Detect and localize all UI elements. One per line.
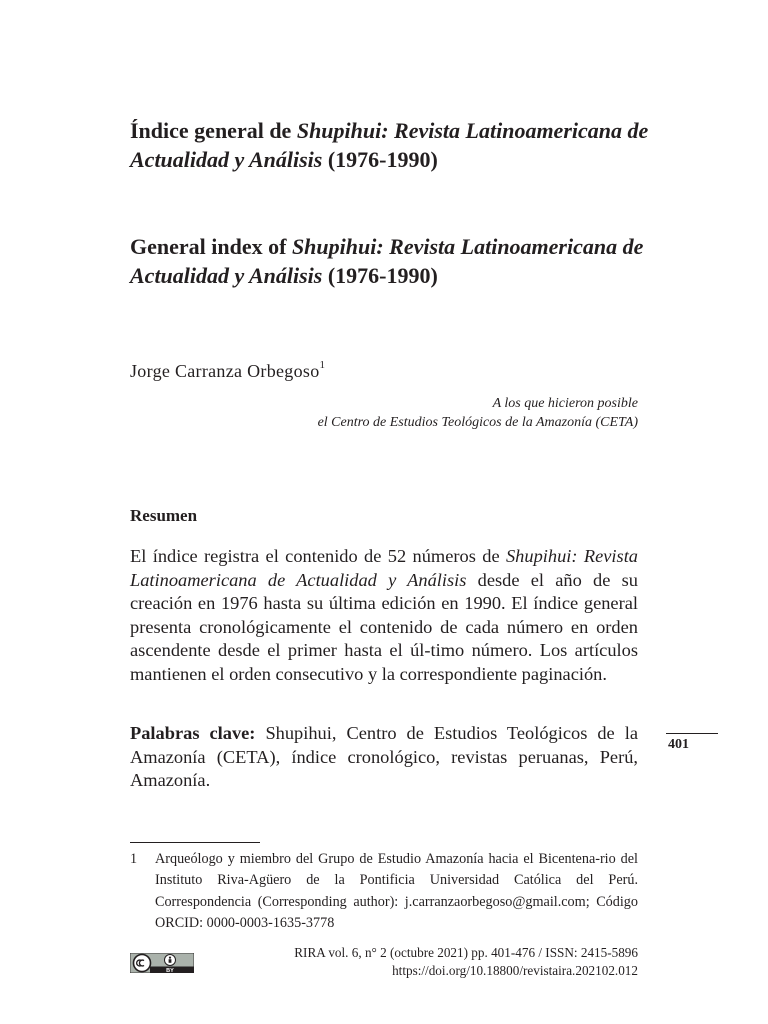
footnote [130,849,638,935]
person-icon [165,955,176,966]
footnote-marker[interactable]: 1 [319,359,326,371]
keywords-text: Shupihui, Centro de Estudios Teológicos de la Amazonía (CETA), índice cronológico, revistas peruanas, Perú, Amazonía. [130,723,638,790]
abstract-journal-title: Shupihui: Revista Latinoamericana de Actualidad y Análisis [130,546,638,590]
title-english [130,232,650,290]
journal-info [294,944,638,980]
title-spanish [130,116,650,174]
cc-icon [134,955,151,972]
dedication-line-1: A los que hicieron posible [492,396,638,411]
title-spanish-prefix: Índice general de [130,118,297,143]
doi-link[interactable]: https://doi.org/10.18800/revistaira.202102.012 [392,963,638,978]
author-name-text: Jorge Carranza Orbegoso [130,361,320,381]
title-english-years: (1976-1990) [322,263,438,288]
dedication-line-2: el Centro de Estudios Teológicos de la Amazonía (CETA) [317,415,638,430]
cc-by-badge-graphic [130,953,194,973]
keywords-label: Palabras clave: [130,723,256,743]
footnote-rule [130,842,260,843]
title-spanish-journal: Shupihui: Revista Latinoamericana de Actualidad y Análisis [130,118,649,172]
abstract-rest: desde el año de su creación en 1976 hasta su última edición en 1990. El índice general presenta cronológicamente el contenido de cada número en orden ascendente desde el primer hasta el úl-timo número. Los artículos mantienen el orden consecutivo y la correspondiente paginación. [130,569,638,684]
footnote-text: Arqueólogo y miembro del Grupo de Estudio Amazonía hacia el Bicentena-rio del Instituto Riva-Agüero de la Pontificia Universidad Católica del Perú. Correspondencia (Corresponding author): j.carranzaorbegoso@gmail.com; Código ORCID: 0000-0003-1635-3778 [155,851,638,932]
license-label: BY [166,968,174,973]
journal-citation: RIRA vol. 6, n° 2 (octubre 2021) pp. 401-476 / ISSN: 2415-5896 [294,945,638,960]
title-english-prefix: General index of [130,234,292,259]
title-english-journal: Shupihui: Revista Latinoamericana de Actualidad y Análisis [130,234,644,288]
abstract-lead: El índice registra el contenido de 52 números de [130,546,506,566]
page-number-rule [666,733,718,734]
title-spanish-years: (1976-1990) [322,147,438,172]
abstract-paragraph [130,545,638,686]
cc-by-license-badge[interactable] [130,953,194,973]
footnote-number: 1 [130,851,138,867]
author-name [130,361,325,382]
dedication [178,394,638,432]
keywords-paragraph [130,722,638,793]
abstract-heading: Resumen [130,506,198,525]
page-number: 401 [668,737,689,752]
